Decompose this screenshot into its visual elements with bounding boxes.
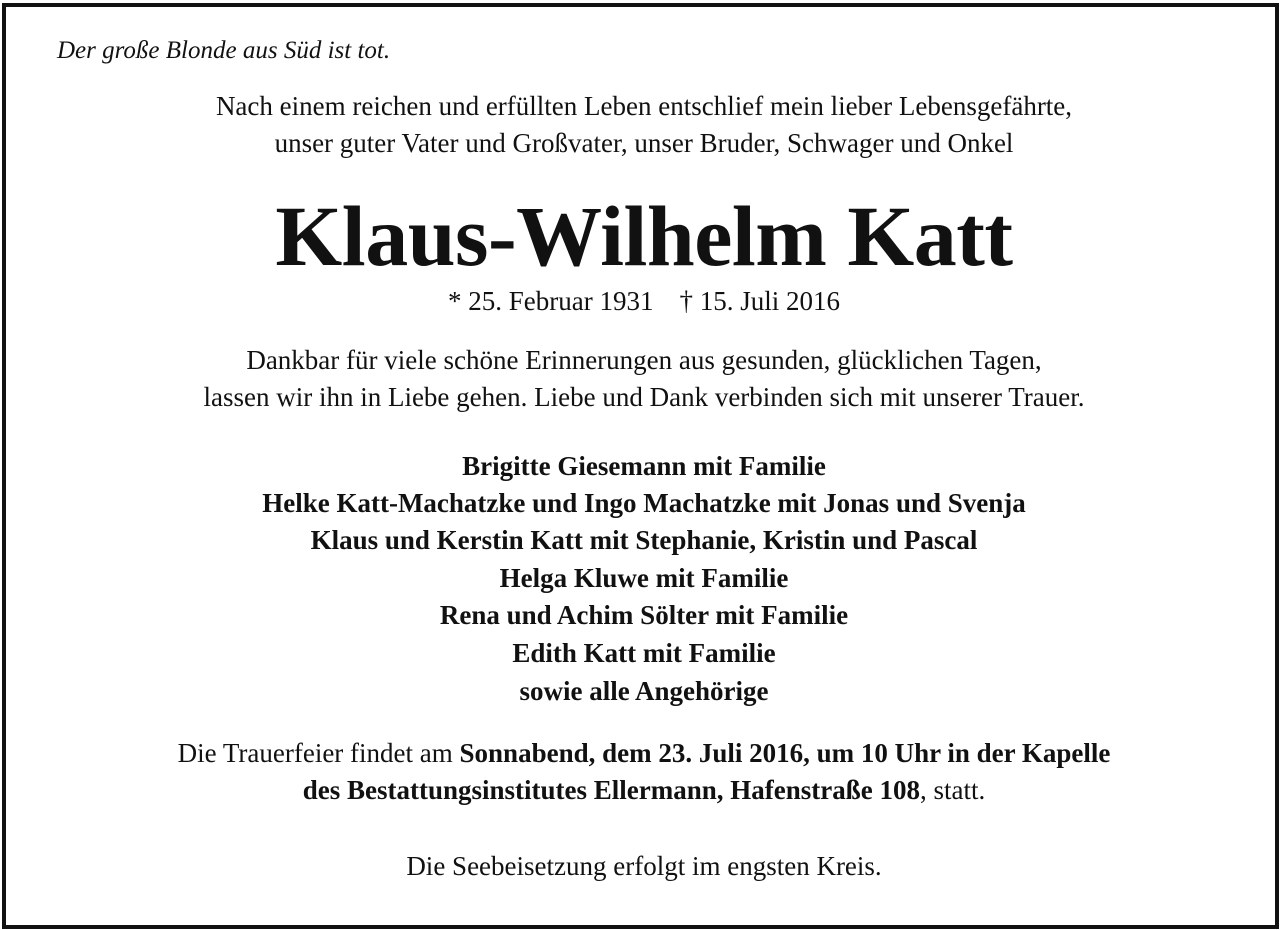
motto-line: Der große Blonde aus Süd ist tot. [57, 37, 391, 64]
mourner-line: Edith Katt mit Familie [512, 638, 776, 668]
mourner-line: Rena und Achim Sölter mit Familie [439, 600, 849, 630]
deceased-name: Klaus-Wilhelm Katt [275, 188, 1013, 284]
service-suffix: , statt. [920, 775, 986, 805]
mourner-line: Brigitte Giesemann mit Familie [462, 451, 826, 481]
mourner-line: Helke Katt-Machatzke und Ingo Machatzke mit Jonas und Svenja [262, 488, 1026, 518]
death-date: † 15. Juli 2016 [679, 286, 840, 316]
life-dates [6, 288, 1280, 315]
service-intro: Die Trauerfeier findet am [177, 738, 460, 768]
gratitude-line-2: lassen wir ihn in Liebe gehen. Liebe und Dank verbinden sich mit unserer Trauer. [203, 382, 1085, 412]
service-address: des Bestattungsinstitutes Ellermann, Hafenstraße 108 [302, 775, 920, 805]
intro-line-1: Nach einem reichen und erfüllten Leben entschlief mein lieber Lebensgefährte, [215, 91, 1073, 121]
service-line-2 [6, 777, 1280, 804]
mourner-line: Klaus und Kerstin Katt mit Stephanie, Kristin und Pascal [310, 525, 978, 555]
intro-line-2: unser guter Vater und Großvater, unser Bruder, Schwager und Onkel [274, 128, 1014, 158]
mourner-line: Helga Kluwe mit Familie [499, 563, 789, 593]
mourner-line: sowie alle Angehörige [519, 676, 769, 706]
service-line-1 [6, 740, 1280, 767]
burial-note: Die Seebeisetzung erfolgt im engsten Kreis. [406, 851, 882, 881]
birth-date: * 25. Februar 1931 [448, 286, 654, 316]
service-date-place: Sonnabend, dem 23. Juli 2016, um 10 Uhr in der Kapelle [459, 738, 1111, 768]
notice-frame [2, 3, 1279, 929]
gratitude-line-1: Dankbar für viele schöne Erinnerungen aus gesunden, glücklichen Tagen, [246, 345, 1042, 375]
